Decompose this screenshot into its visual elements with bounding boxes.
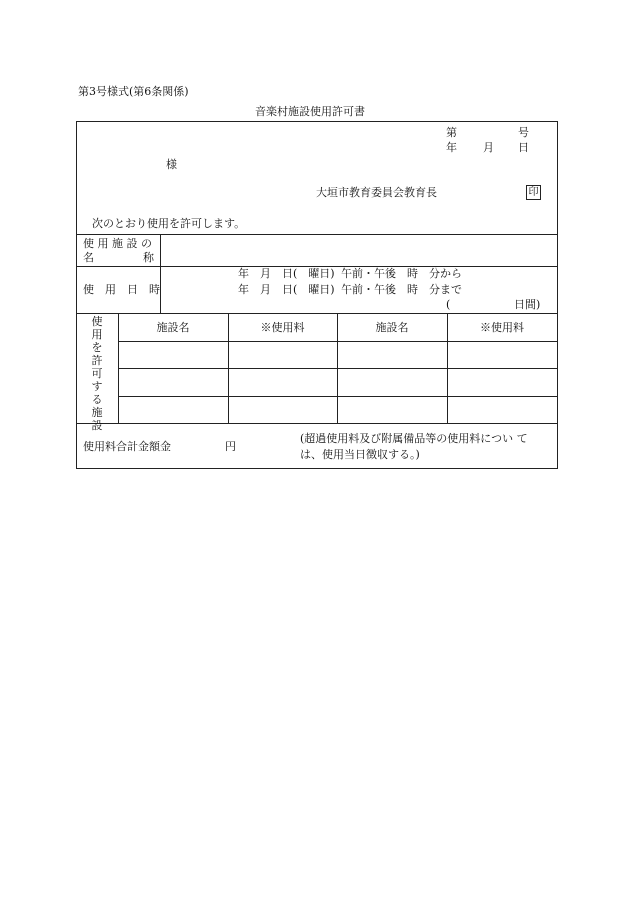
- divider-table-header: [118, 341, 558, 342]
- day-label: 日: [518, 141, 529, 154]
- box-top-border: [76, 121, 558, 122]
- facilities-side-label: 使用を許可する施設: [91, 315, 103, 432]
- box-right-border: [557, 121, 558, 469]
- end-time: 午前・午後 時 分まで: [341, 283, 462, 296]
- issuer-name: 大垣市教育委員会教育長: [316, 186, 437, 199]
- column-facility-name-1: 施設名: [156, 321, 190, 334]
- fee-note-line1: (超過使用料及び附属備品等の使用料につい て: [300, 432, 528, 445]
- number-suffix: 号: [518, 126, 529, 139]
- total-fee-label: 使用料合計金額金: [83, 440, 171, 453]
- end-date: 年 月 日( 曜日): [238, 283, 335, 296]
- document-title: 音楽村施設使用許可書: [255, 105, 365, 118]
- total-fee-unit: 円: [225, 440, 236, 453]
- days-label: 日間): [514, 298, 541, 311]
- column-facility-name-2: 施設名: [375, 321, 409, 334]
- permission-statement: 次のとおり使用を許可します。: [92, 217, 246, 230]
- label-column-divider: [160, 234, 161, 314]
- divider-table-bottom: [76, 423, 558, 424]
- divider-header: [76, 234, 558, 235]
- form-number: 第3号様式(第6条関係): [78, 85, 189, 98]
- fee-note-line2: は、使用当日徴収する。): [300, 448, 420, 461]
- facility-name-label-a: 名: [83, 251, 94, 264]
- start-time: 午前・午後 時 分から: [341, 267, 462, 280]
- month-label: 月: [483, 141, 494, 154]
- days-paren-open: (: [446, 298, 451, 311]
- usage-datetime-label: 使 用 日 時: [83, 283, 160, 296]
- box-bottom-border: [76, 468, 558, 469]
- seal-mark: 印: [526, 185, 541, 200]
- box-left-border: [76, 121, 77, 469]
- facility-name-label-b: 称: [143, 251, 154, 264]
- divider-table-row1: [118, 368, 558, 369]
- column-fee-2: ※使用料: [480, 321, 524, 334]
- column-fee-1: ※使用料: [260, 321, 305, 334]
- number-prefix: 第: [446, 126, 457, 139]
- start-date: 年 月 日( 曜日): [238, 267, 335, 280]
- facility-name-label-line1: 使 用 施 設 の: [83, 237, 152, 250]
- addressee-suffix: 様: [166, 158, 177, 171]
- divider-datetime: [76, 313, 558, 314]
- year-label: 年: [446, 141, 457, 154]
- divider-table-row2: [118, 396, 558, 397]
